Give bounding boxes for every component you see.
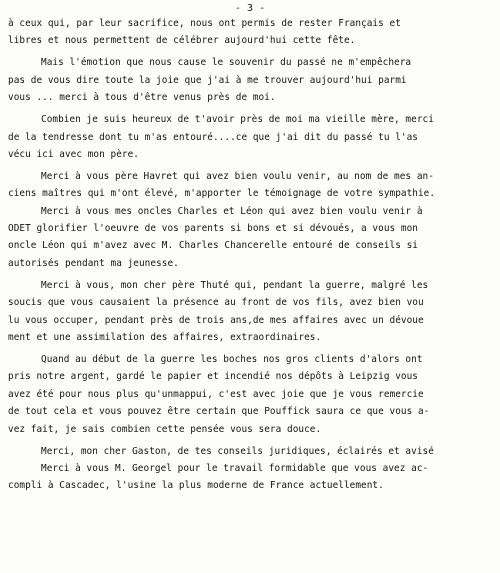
text-line: vécu ici avec mon père. xyxy=(8,148,139,160)
text-line: ciens maîtres qui m'ont élevé, m'apporter le témoignage de votre sympathie. xyxy=(8,188,436,200)
text-line: oncle Léon qui m'avez avec M. Charles Chancerelle entouré de conseils si xyxy=(8,240,418,252)
text-line: vous ... merci à tous d'être venus près de moi. xyxy=(8,92,276,104)
text-line: Mais l'émotion que nous cause le souvenir du passé ne m'empêchera xyxy=(41,57,412,69)
text-line: pris notre argent, gardé le papier et incendié nos dépôts à Leipzig vous xyxy=(8,371,418,383)
text-line: de la tendresse dont tu m'as entouré....ce que j'ai dit du passé tu l'as xyxy=(8,131,418,143)
text-line: Merci à vous père Havret qui avez bien voulu venir, au nom de mes an- xyxy=(41,170,434,182)
text-line: ODET glorifier l'oeuvre de vos parents si bons et si dévoués, a vous mon xyxy=(8,223,418,235)
text-line: vez fait, je sais combien cette pensée vous sera douce. xyxy=(8,423,322,435)
text-line: de tout cela et vous pouvez être certain que Pouffick saura ce que vous a- xyxy=(8,406,430,418)
text-line: lu vous occuper, pendant près de trois ans,de mes affaires avec un dévoue xyxy=(8,314,424,326)
text-line: Merci à vous mes oncles Charles et Léon qui avez bien voulu venir à xyxy=(41,205,423,217)
text-line: ment et une assimilation des affaires, extraordinaires. xyxy=(8,332,322,344)
text-line: libres et nous permettent de célébrer aujourd'hui cette fête. xyxy=(8,35,356,47)
letter-body xyxy=(8,15,494,495)
text-line: à ceux qui, par leur sacrifice, nous ont permis de rester Français et xyxy=(8,18,401,29)
text-line: autorisés pendant ma jeunesse. xyxy=(8,257,179,269)
text-line: Combien je suis heureux de t'avoir près de moi ma vieille mère, merci xyxy=(41,114,434,126)
text-line: Merci à vous, mon cher père Thuté qui, pendant la guerre, malgré les xyxy=(41,279,429,291)
text-line: Merci à vous M. Georgel pour le travail formidable que vous avez ac- xyxy=(41,462,429,474)
text-line: compli à Cascadec, l'usine la plus moderne de France actuellement. xyxy=(8,480,384,492)
text-line: Quand au début de la guerre les boches nos gros clients d'alors ont xyxy=(41,354,423,365)
text-line: Merci, mon cher Gaston, de tes conseils juridiques, éclairés et avisé xyxy=(41,445,434,457)
text-line: soucis que vous causaient la présence au front de vos fils, avez bien vou xyxy=(8,297,424,309)
page-number: - 3 - xyxy=(234,3,266,14)
text-line: pas de vous dire toute la joie que j'ai à me trouver aujourd'hui parmi xyxy=(8,74,407,86)
text-line: avez été pour nous plus qu'unmappui, c'est avec joie que je vous remercie xyxy=(8,388,424,400)
